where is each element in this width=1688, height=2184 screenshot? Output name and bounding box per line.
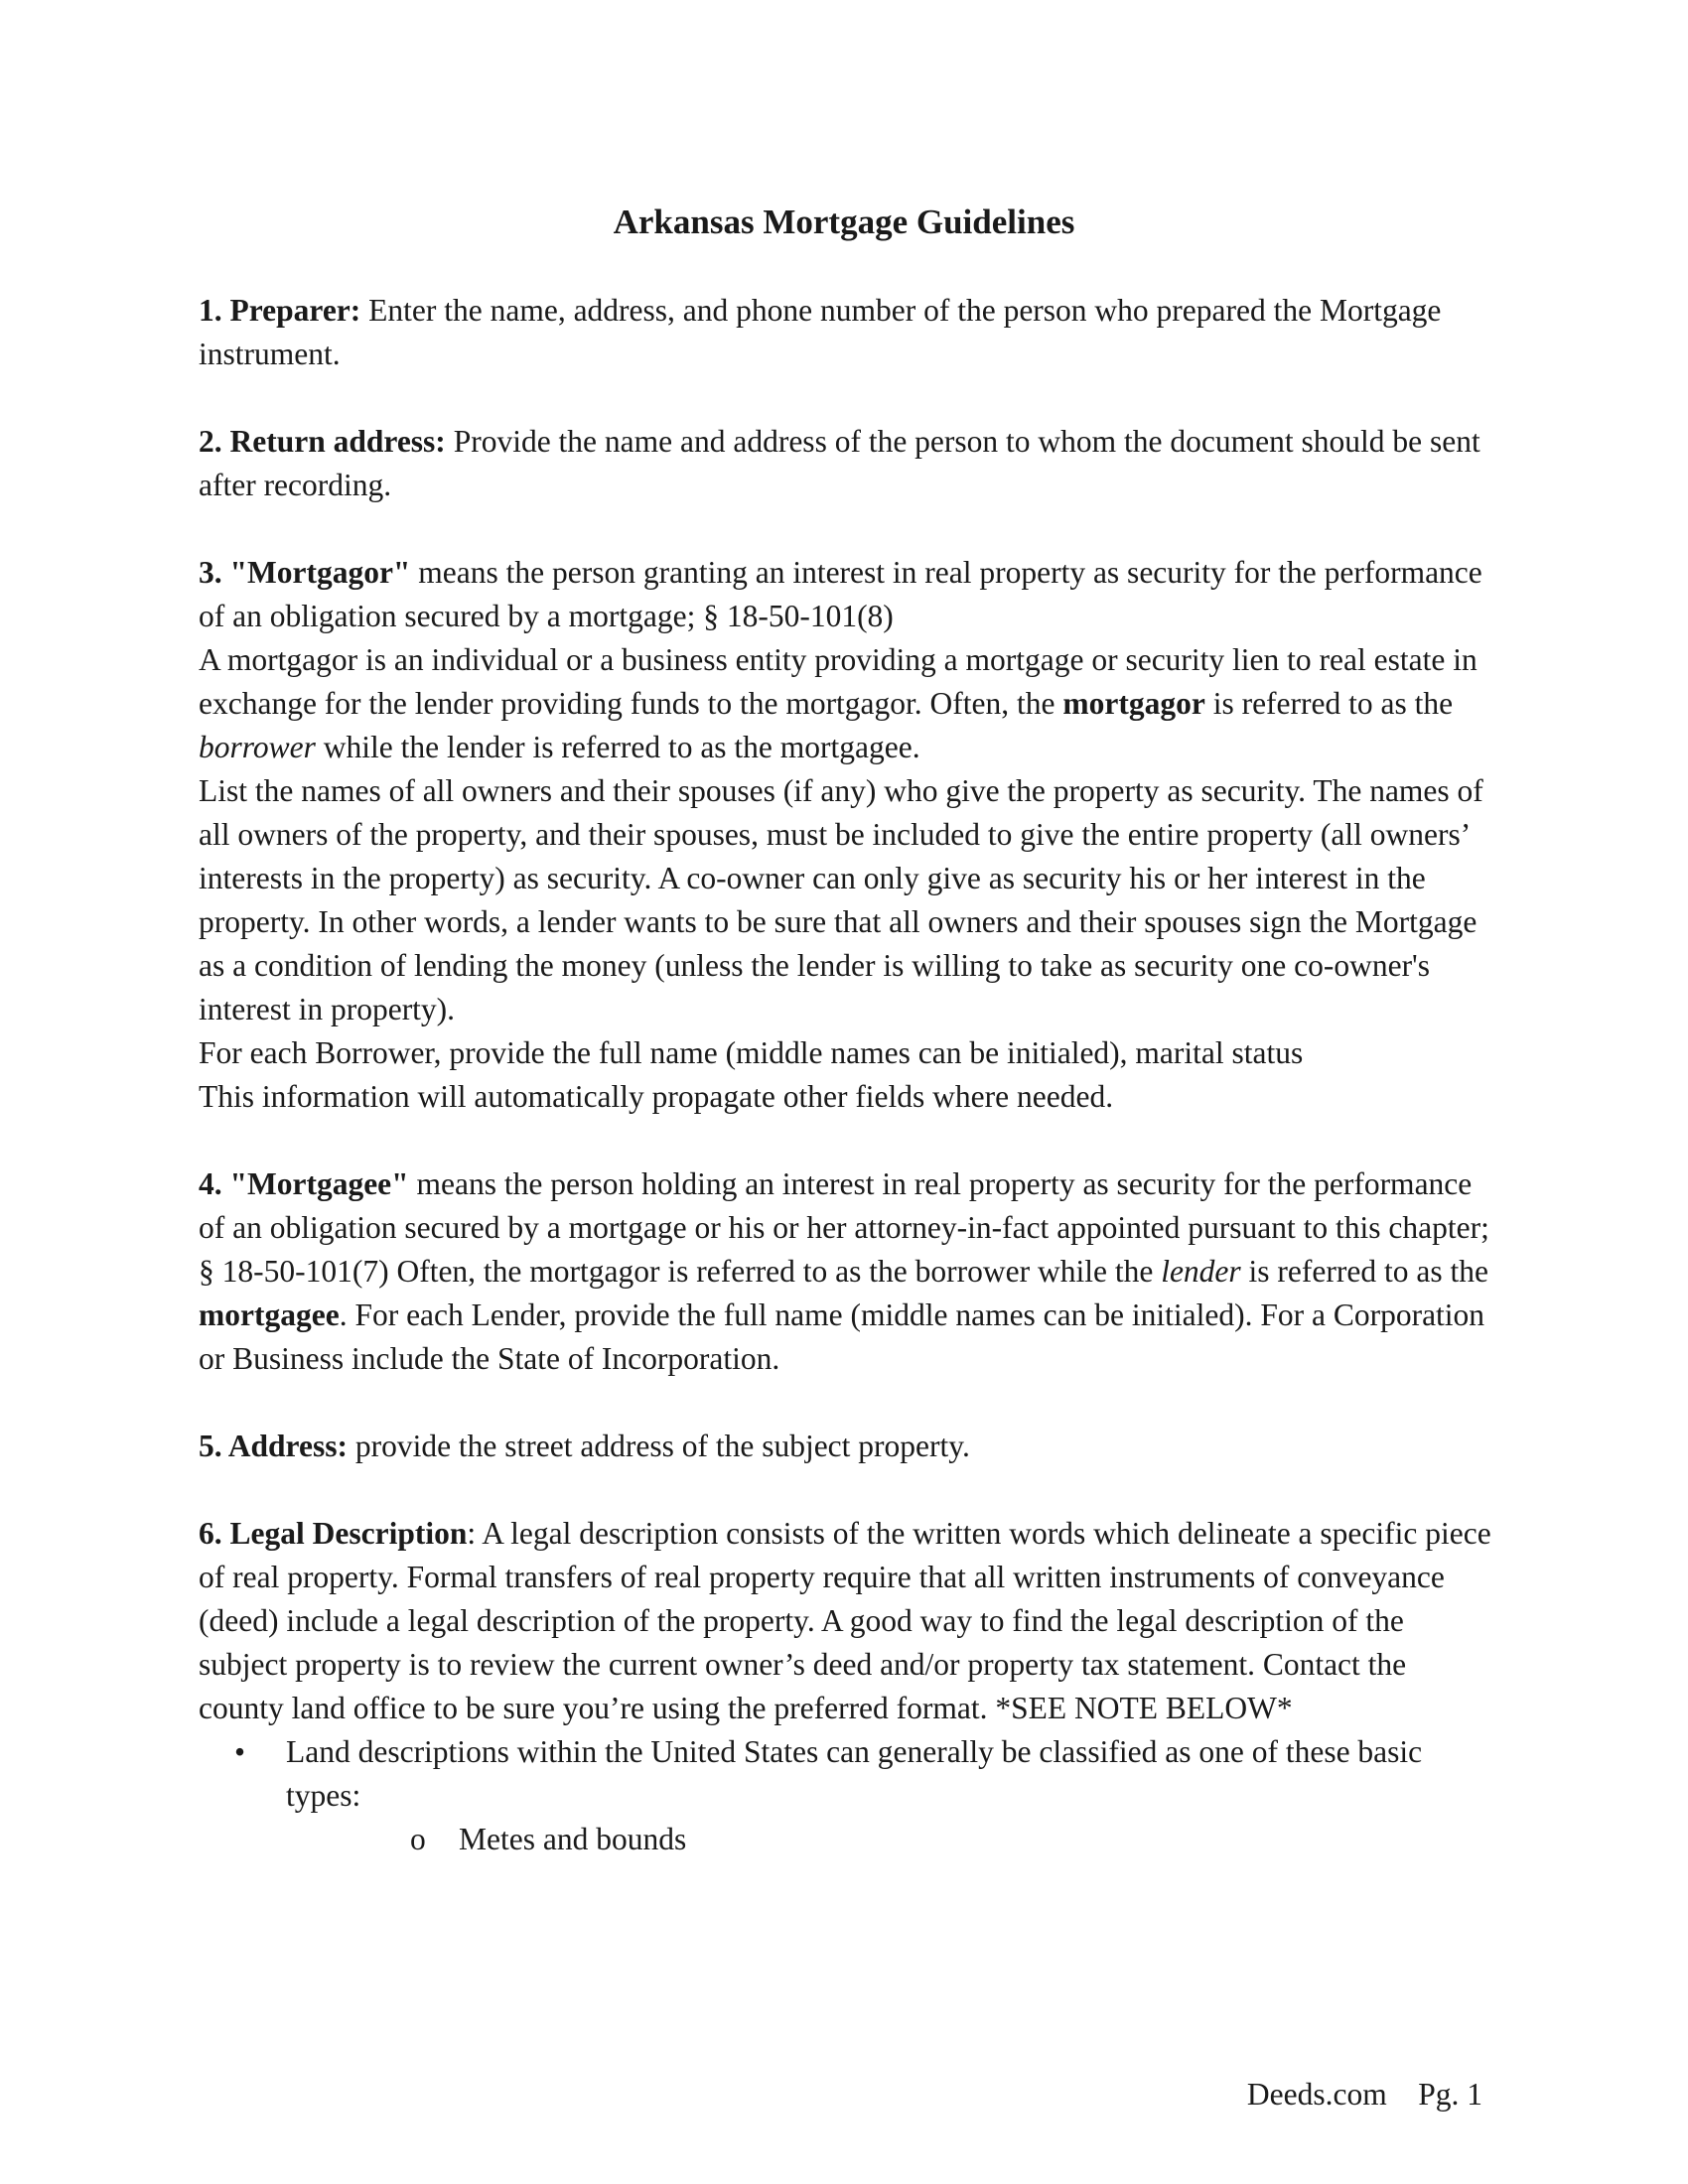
footer-site: Deeds.com <box>1246 2077 1387 2112</box>
document-title: Arkansas Mortgage Guidelines <box>613 203 1075 241</box>
section-text: means the person granting an interest in real property as security for the performance of an obligation secured by a mortgage; § 18-50-101(8) <box>199 555 1482 633</box>
section-legal-description <box>199 1512 1494 1861</box>
sub-bullet-marker: o <box>410 1822 426 1856</box>
bullet-marker: • <box>234 1734 246 1769</box>
section-address <box>199 1425 1494 1468</box>
section-text: : A legal description consists of the written words which delineate a specific piece of real property. Formal transfers of real property require that all written instruments of conveyance (deed) include a legal description of the property. A good way to find the legal description of the subject property is to review the current owner’s deed and/or property tax statement. Contact the county land office to be sure you’re using the preferred format. *SEE NOTE BELOW* <box>199 1516 1491 1725</box>
bullet-list <box>199 1730 1494 1861</box>
section-text: is referred to as the <box>1204 686 1454 721</box>
section-label: 4. "Mortgagee" <box>199 1166 409 1201</box>
section-text: means the person holding an interest in real property as security for the performance of an obligation secured by a mortgage or his or her attorney-in-fact appointed pursuant to this chapter; § 18-50-101(7) Often, the mortgagor is referred to as the borrower while the <box>199 1166 1489 1289</box>
italic-term: borrower <box>199 730 316 764</box>
section-paragraph <box>199 551 1494 638</box>
section-text: Provide the name and address of the person to whom the document should be sent after recording. <box>199 424 1480 502</box>
section-mortgagee <box>199 1162 1494 1381</box>
list-item <box>199 1730 1494 1818</box>
section-text: Enter the name, address, and phone number of the person who prepared the Mortgage instrument. <box>199 293 1442 371</box>
section-paragraph <box>199 1425 1494 1468</box>
section-paragraph <box>199 1162 1494 1381</box>
section-text: A mortgagor is an individual or a business entity providing a mortgage or security lien to real estate in exchange for the lender providing funds to the mortgagor. Often, the <box>199 642 1477 721</box>
bold-term: mortgagor <box>1062 686 1205 721</box>
section-label: 5. Address: <box>199 1429 348 1463</box>
section-paragraph: This information will automatically propagate other fields where needed. <box>199 1079 1114 1114</box>
footer-page-number: Pg. 1 <box>1418 2077 1482 2112</box>
section-paragraph <box>199 638 1494 769</box>
section-label: 6. Legal Description <box>199 1516 468 1551</box>
italic-term: lender <box>1161 1254 1241 1289</box>
section-text: while the lender is referred to as the mortgagee. <box>315 730 920 764</box>
section-label: 3. "Mortgagor" <box>199 555 411 590</box>
sub-list-item-text: Metes and bounds <box>459 1822 687 1856</box>
sub-list-item <box>199 1818 1494 1861</box>
document-body <box>199 289 1494 1861</box>
section-paragraph: For each Borrower, provide the full name (middle names can be initialed), marital status <box>199 1035 1304 1070</box>
section-text: is referred to as the <box>1240 1254 1488 1289</box>
section-return-address <box>199 420 1494 507</box>
section-paragraph <box>199 1512 1494 1730</box>
list-item-text: Land descriptions within the United States can generally be classified as one of these basic types: <box>286 1734 1423 1813</box>
page-footer <box>1247 2073 1482 2116</box>
section-label: 2. Return address: <box>199 424 446 459</box>
section-preparer <box>199 289 1494 376</box>
section-mortgagor <box>199 551 1494 1119</box>
section-paragraph: List the names of all owners and their spouses (if any) who give the property as security. The names of all owners of the property, and their spouses, must be included to give the entire property (all owners’ interests in the property) as security. A co-owner can only give as security his or her interest in the property. In other words, a lender wants to be sure that all owners and their spouses sign the Mortgage as a condition of lending the money (unless the lender is willing to take as security one co-owner's interest in property). <box>199 773 1483 1026</box>
section-paragraph <box>199 289 1494 376</box>
section-label: 1. Preparer: <box>199 293 361 328</box>
section-text: . For each Lender, provide the full name (middle names can be initialed). For a Corporation or Business include the State of Incorporation. <box>199 1297 1485 1376</box>
section-paragraph <box>199 420 1494 507</box>
section-text: provide the street address of the subject property. <box>347 1429 970 1463</box>
bold-term: mortgagee <box>199 1297 340 1332</box>
